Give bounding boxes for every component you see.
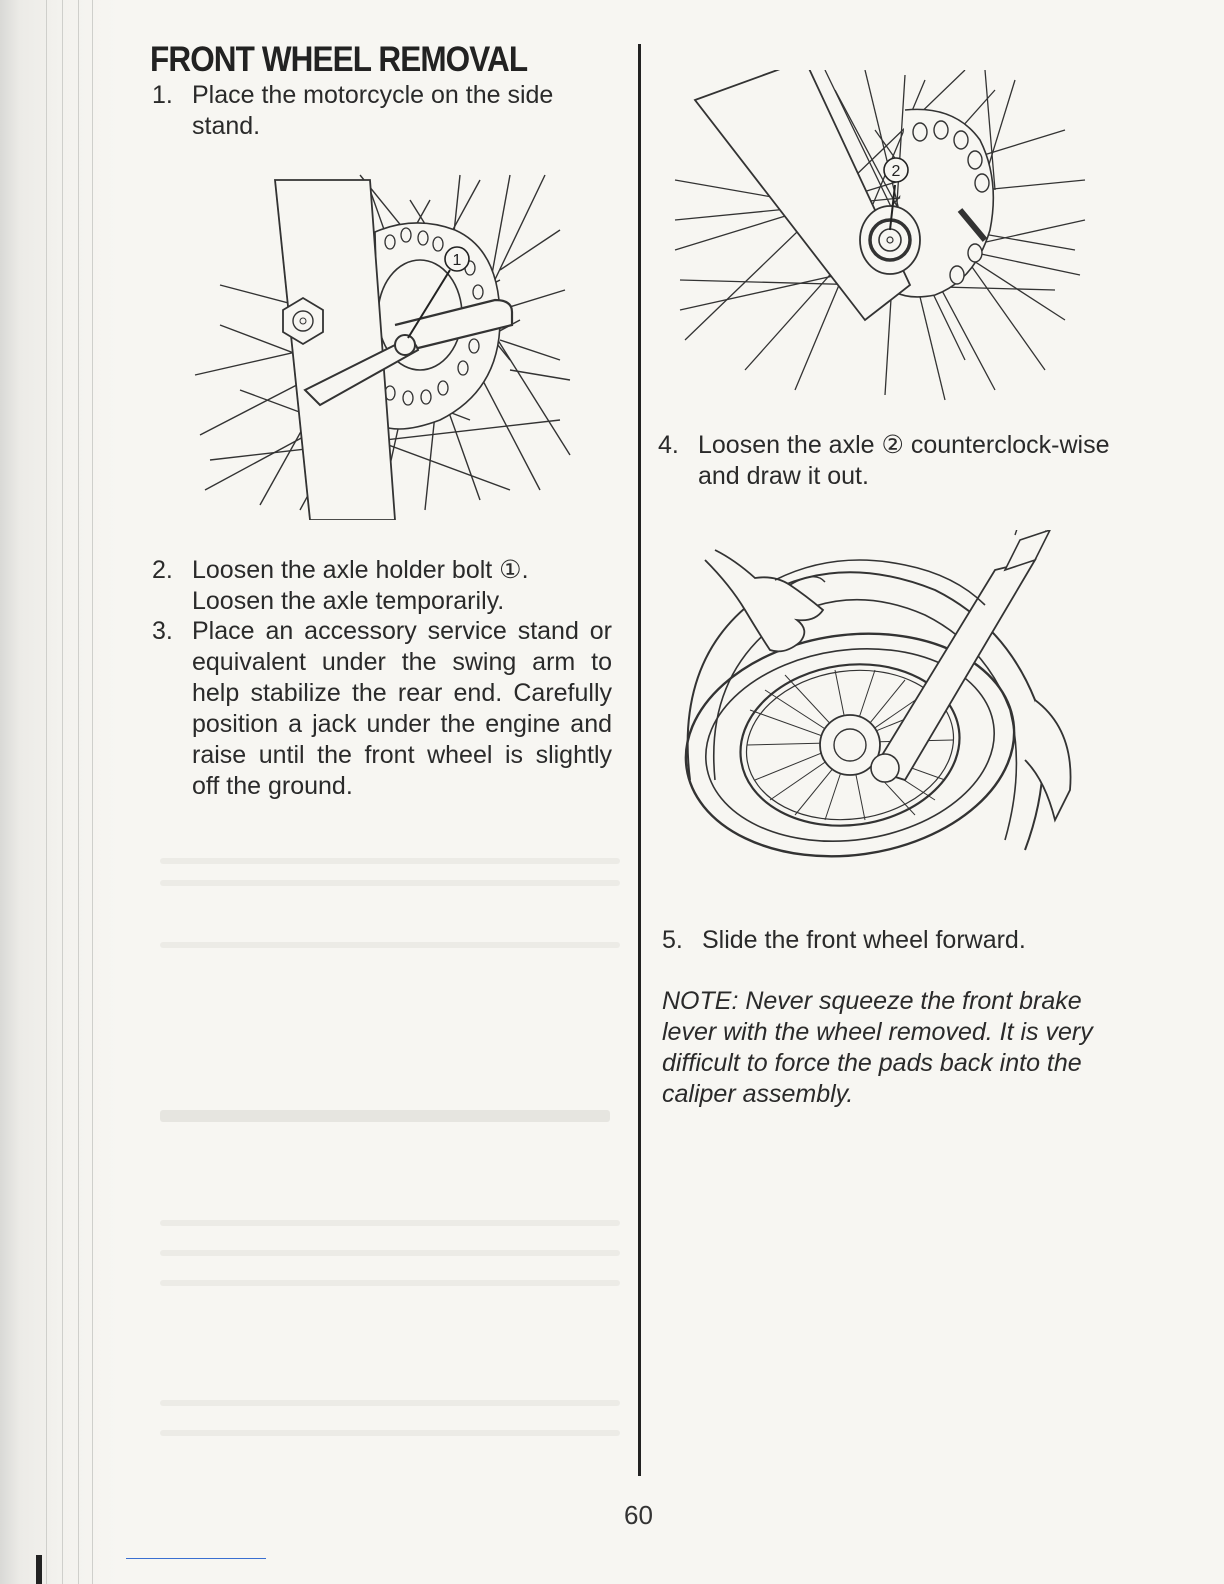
step-number: 2. — [152, 556, 173, 584]
axle-holder-bolt-illustration — [180, 160, 600, 520]
step-4 — [658, 430, 1118, 492]
bleed-through-text — [160, 1220, 620, 1226]
bleed-through-text — [160, 1430, 620, 1436]
page-number: 60 — [624, 1500, 653, 1530]
axle-loosening-illustration — [665, 70, 1095, 410]
step-number: 5. — [662, 926, 683, 954]
step-text: Slide the front wheel forward. — [702, 926, 1026, 954]
step-1 — [152, 80, 612, 142]
section-heading: FRONT WHEEL REMOVAL — [150, 40, 528, 79]
column-divider — [638, 44, 641, 1476]
bleed-through-heading — [160, 1110, 610, 1122]
scan-edge-line — [126, 1558, 266, 1559]
bleed-through-text — [160, 942, 620, 948]
step-3 — [152, 616, 612, 802]
edge-line — [92, 0, 93, 1584]
callout-1: 1 — [452, 252, 462, 269]
bleed-through-text — [160, 858, 620, 864]
bleed-through-text — [160, 1250, 620, 1256]
step-text: Place an accessory service stand or equivalent under the swing arm to help stabilize the rear end. Carefully position a jack under the engine and raise until the front wheel is slightly off the ground. — [192, 617, 612, 800]
step-text: Loosen the axle holder bolt ①. Loosen the axle temporarily. — [192, 556, 529, 615]
step-2 — [152, 555, 612, 617]
step-text: Place the motorcycle on the side stand. — [192, 81, 554, 140]
step-5 — [662, 925, 1122, 956]
callout-2: 2 — [891, 163, 901, 180]
scan-edge-mark — [36, 1555, 42, 1584]
bleed-through-text — [160, 880, 620, 886]
edge-line — [78, 0, 79, 1584]
bleed-through-text — [160, 1400, 620, 1406]
step-number: 3. — [152, 617, 173, 645]
wheel-slide-forward-illustration — [675, 530, 1085, 860]
edge-line — [46, 0, 47, 1584]
step-text: Loosen the axle ② counterclock-wise and draw it out. — [698, 431, 1110, 490]
bleed-through-text — [160, 1280, 620, 1286]
step-number: 4. — [658, 431, 679, 459]
step-number: 1. — [152, 81, 173, 109]
edge-line — [62, 0, 63, 1584]
note-text: NOTE: Never squeeze the front brake lever with the wheel removed. It is very difficult to force the pads back into the caliper assembly. — [662, 987, 1093, 1108]
book-binding-edge — [0, 0, 120, 1584]
